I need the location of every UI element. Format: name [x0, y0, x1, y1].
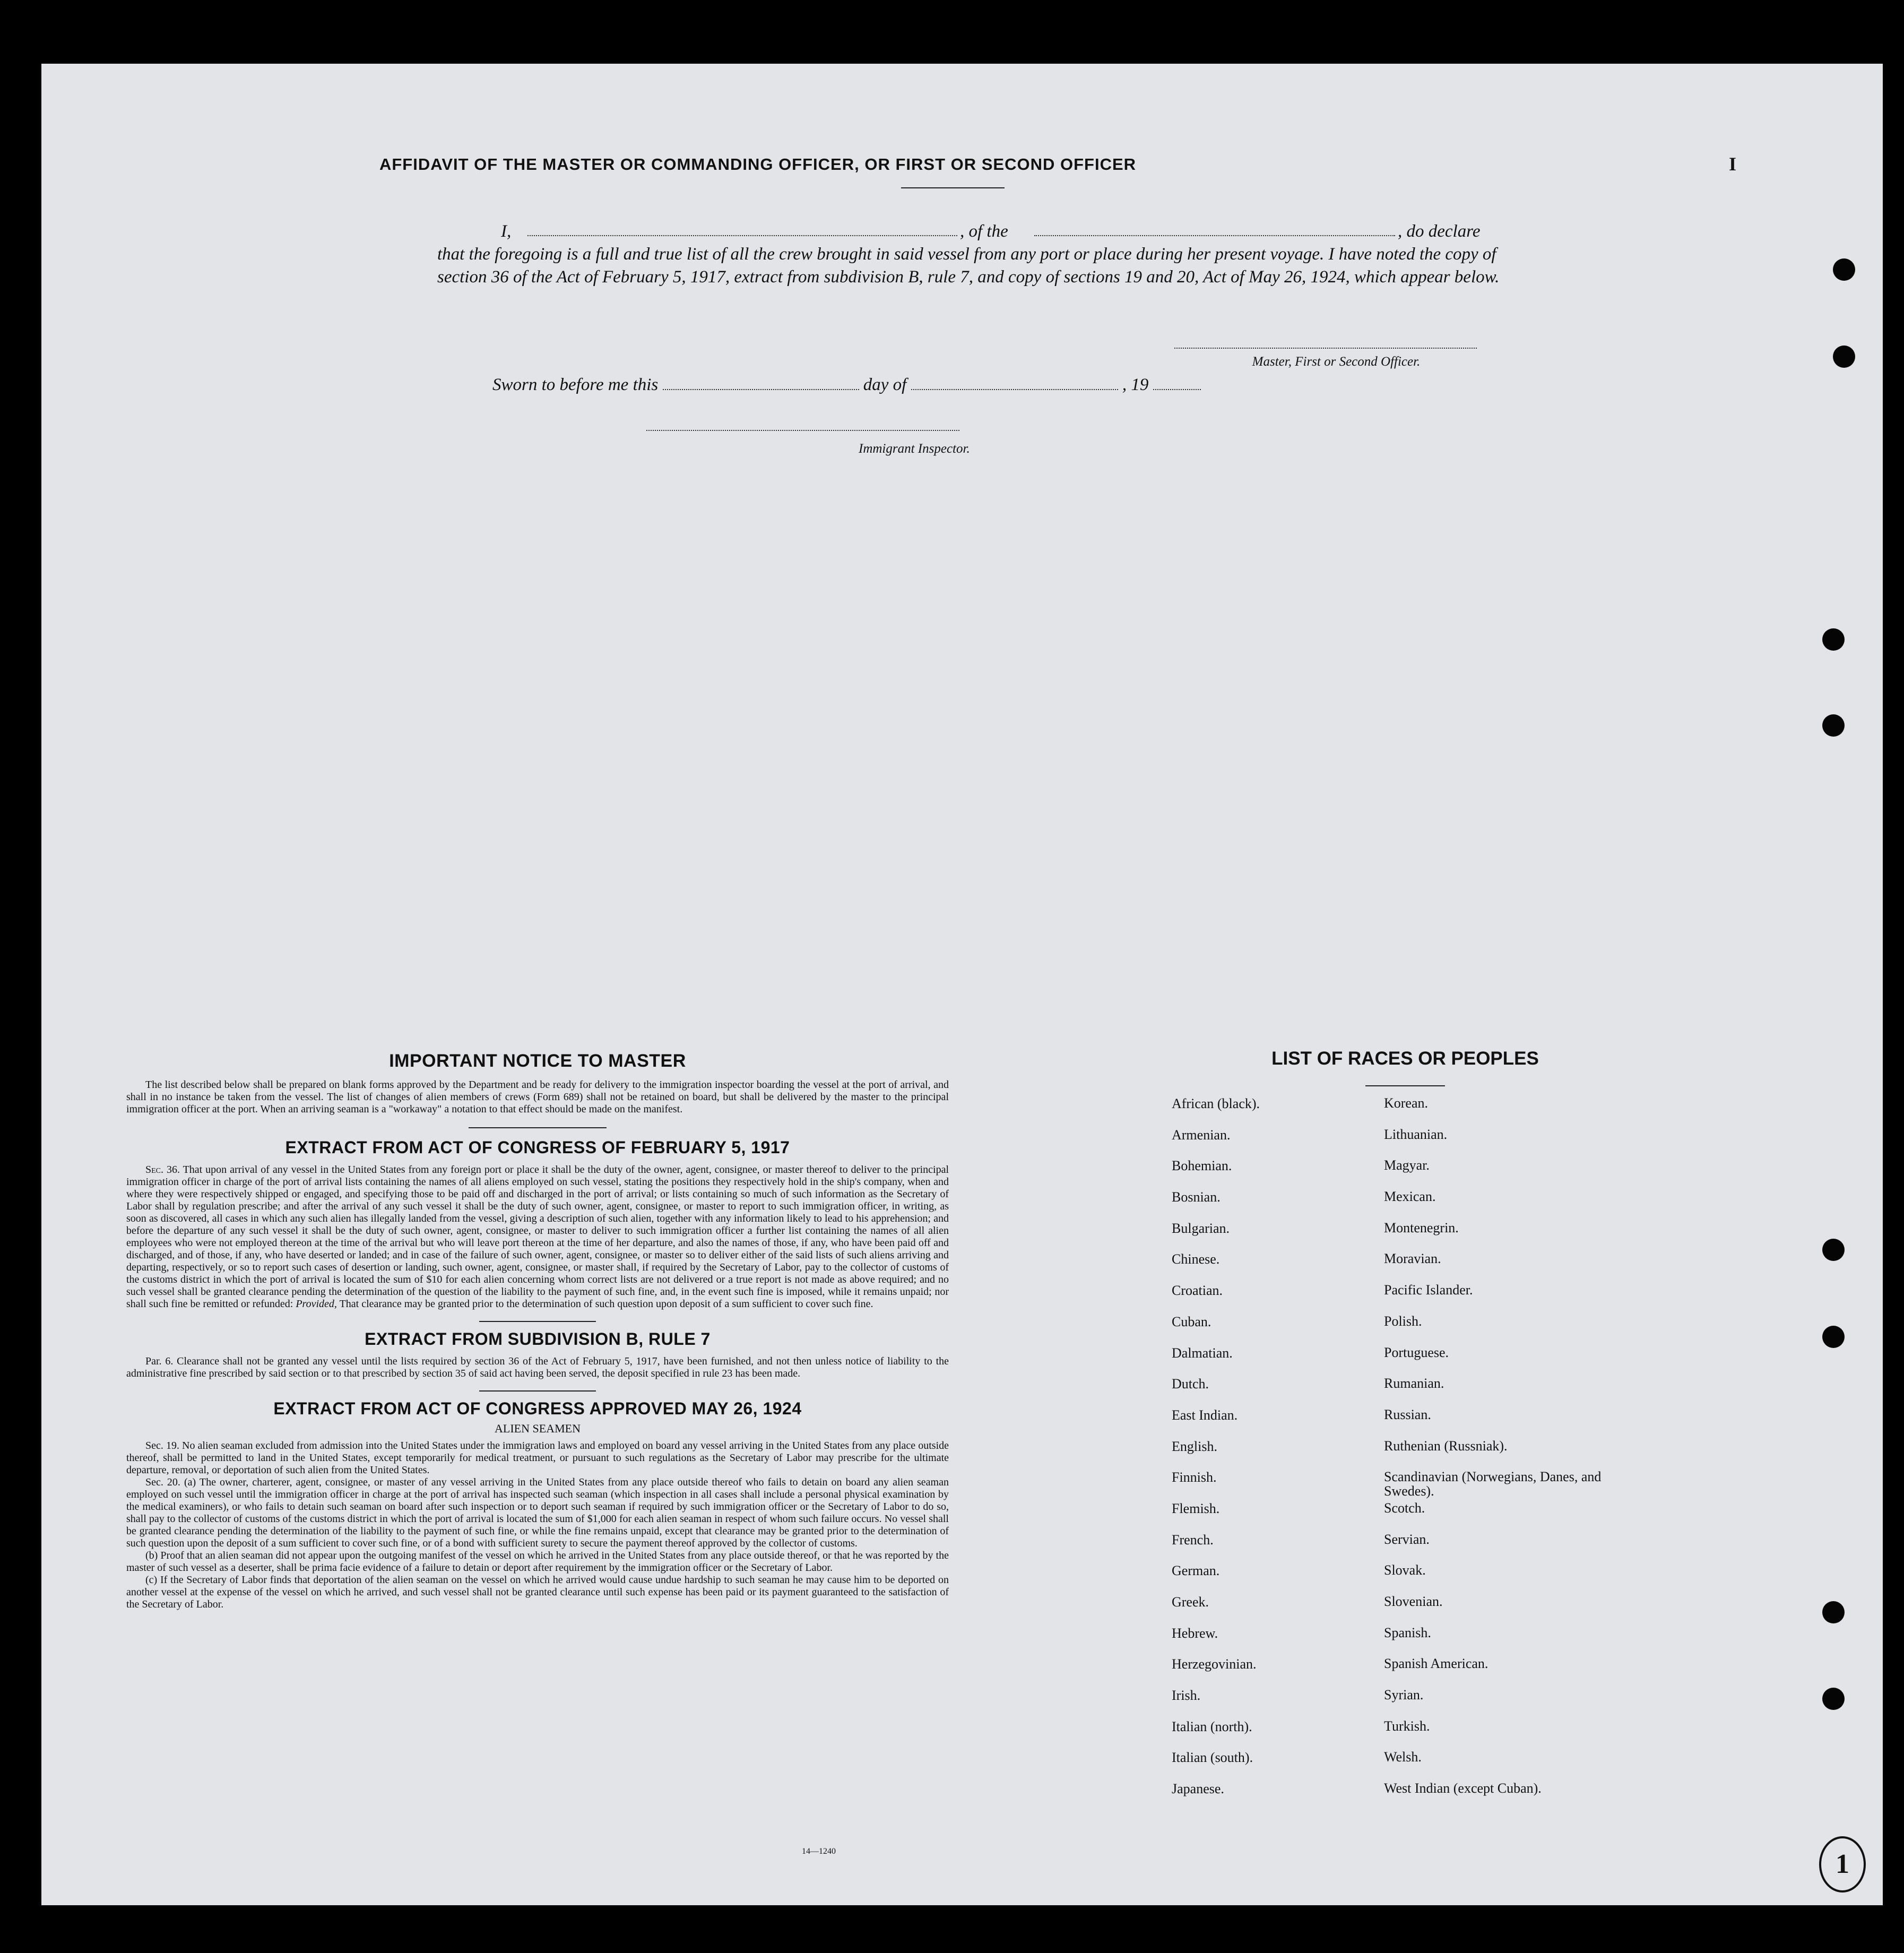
- race-right-item: Polish.: [1384, 1313, 1422, 1329]
- race-right-item: Mexican.: [1384, 1189, 1436, 1205]
- punch-hole: [1822, 1601, 1845, 1623]
- notice-text: [126, 1079, 949, 1116]
- race-left-item: Bohemian.: [1172, 1158, 1232, 1174]
- race-row: [1172, 1314, 1702, 1345]
- race-row: [1172, 1719, 1702, 1750]
- subdivision-text: [126, 1355, 949, 1380]
- sworn-year-blank[interactable]: [1153, 374, 1201, 390]
- sworn-day-of: day of: [863, 375, 907, 394]
- race-right-item: Magyar.: [1384, 1157, 1430, 1173]
- sec20b-text: (b) Proof that an alien seaman did not appear upon the outgoing manifest of the vessel on which he arrived in the United States from any place outside thereof, or that he was reported by the master of such vessel as a deserter, shall be prima facie evidence of a failure to detain or deport after requirement by the immigration officer or the Secretary of Labor.: [126, 1550, 949, 1574]
- race-row: [1172, 1688, 1702, 1719]
- punch-hole: [1822, 714, 1845, 737]
- sec19-text: Sec. 19. No alien seaman excluded from admission into the United States under the immigration laws and employed on board any vessel arriving in the United States from any place outside thereof, shall be permitted to land in the United States, except temporarily for medical treatment, or pursuant to such regulations as the Secretary of Labor may prescribe for the ultimate departure, removal, or deportation of such alien from the United States.: [126, 1440, 949, 1476]
- sworn-label: Sworn to before me this: [492, 375, 659, 394]
- race-right-item: Rumanian.: [1384, 1376, 1444, 1392]
- race-row: [1172, 1656, 1702, 1688]
- affidavit-first-line: [437, 220, 1536, 243]
- races-title: LIST OF RACES OR PEOPLES: [1271, 1048, 1539, 1069]
- sworn-line: [492, 374, 1288, 395]
- sworn-year-prefix: , 19: [1122, 375, 1149, 394]
- race-right-item: Ruthenian (Russniak).: [1384, 1438, 1508, 1454]
- race-right-item: Scotch.: [1384, 1500, 1425, 1516]
- inspector-signature-line[interactable]: [646, 430, 959, 431]
- race-row: [1172, 1594, 1702, 1626]
- master-caption: Master, First or Second Officer.: [1252, 355, 1421, 369]
- races-divider: [1365, 1085, 1445, 1086]
- notice-paragraph: The list described below shall be prepared on blank forms approved by the Department and be ready for delivery to the immigration inspector boarding the vessel at the port of arrival, and shall in no instance be taken from the vessel. The list of changes of alien members of crews (Form 689) shall not be retained on board, but shall be delivered by the master to the principal immigration officer at the port. When an arriving seaman is a "workaway" a notation to that effect should be made on the manifest.: [126, 1079, 949, 1115]
- sec20a-text: Sec. 20. (a) The owner, charterer, agent, consignee, or master of any vessel arriving in the United States from any place outside thereof who fails to detain on board any alien seaman employed on such vessel until the immigration officer in charge at the port of arrival has inspected such seaman (which inspection in all cases shall include a personal physical examination by the medical examiners), or who fails to detain such seaman on board after such inspection or to deport such seaman if required by such immigration officer or the Secretary of Labor to do so, shall pay to the collector of customs of the customs district in which the port of arrival is located the sum of $1,000 for each alien seaman in respect of whom such failure occurs. No vessel shall be granted clearance pending the determination of the liability to the payment of such fine, or while the fine remains unpaid, except that clearance may be granted prior to the determination of such question upon the deposit of a sum sufficient to cover such fine, or of a bond with sufficient surety to secure the payment thereof approved by the collector of customs.: [126, 1476, 949, 1549]
- proviso-text: That clearance may be granted prior to the determination of such question upon deposit of a sum sufficient to cover such fine.: [339, 1298, 873, 1310]
- race-right-item: Montenegrin.: [1384, 1220, 1459, 1235]
- extract-1924-title: EXTRACT FROM ACT OF CONGRESS APPROVED MAY 26, 1924: [273, 1399, 802, 1418]
- race-row: [1172, 1096, 1702, 1127]
- race-row: [1172, 1626, 1702, 1657]
- form-number: 14—1240: [802, 1847, 836, 1856]
- sec36-text: That upon arrival of any vessel in the United States from any foreign port or place it shall be the duty of the owner, agent, consignee, or master thereof to deliver to the principal immigration officer in charge of the port of arrival lists containing the names of all aliens employed on such vessel, stating the positions they respectively hold in the ship's company, when and where they were respectively shipped or engaged, and specifying those to be paid off and discharged in the port of arrival; or lists containing so much of such information as the Secretary of Labor shall by regulation prescribe; and after the arrival of any such vessel it shall be the duty of such owner, agent, consignee, or master to report to such immigration officer, in writing, as soon as discovered, all cases in which any such alien has illegally landed from the vessel, giving a description of such alien, together with any information likely to lead to his apprehension; and before the departure of any such vessel it shall be the duty of such owner, agent, consignee, or master to deliver to such immigration officer a further list containing the names of all alien employees who were not employed thereon at the time of the arrival but who will leave port thereon at the time of her departure, and also the names of those, if any, who have been paid off and discharged, and of those, if any, who have deserted or landed; and in case of the failure of such owner, agent, consignee, or master so to deliver either of the said lists of such aliens arriving and departing, respectively, or so to report such cases of desertion or landing, such owner, agent, consignee, or master shall, if required by the Secretary of Labor, pay to the collector of customs of the customs district in which the port of arrival is located the sum of $10 for each alien concerning whom correct lists are not delivered or a true report is not made as above required; and no such vessel shall be granted clearance pending the determination of the question of the liability to the payment of such fine, and, in the event such fine is imposed, while it remains unpaid; nor shall such fine be remitted or refunded:: [126, 1164, 949, 1310]
- race-left-item: French.: [1172, 1532, 1214, 1548]
- race-row: [1172, 1221, 1702, 1252]
- race-left-item: Herzegovinian.: [1172, 1656, 1257, 1672]
- sworn-day-blank[interactable]: [663, 374, 859, 390]
- extract-1917-text: [126, 1164, 949, 1310]
- race-right-item: Pacific Islander.: [1384, 1282, 1473, 1298]
- race-right-item: Portuguese.: [1384, 1344, 1449, 1360]
- race-right-item: Lithuanian.: [1384, 1126, 1448, 1142]
- inspector-caption: Immigrant Inspector.: [859, 442, 970, 456]
- affidavit-of-the: , of the: [960, 222, 1008, 241]
- race-left-item: East Indian.: [1172, 1407, 1238, 1423]
- race-left-item: Hebrew.: [1172, 1625, 1218, 1641]
- race-left-item: African (black).: [1172, 1096, 1260, 1111]
- race-right-item: West Indian (except Cuban).: [1384, 1781, 1542, 1796]
- race-row: [1172, 1376, 1702, 1407]
- punch-hole: [1822, 1688, 1845, 1710]
- race-row: [1172, 1563, 1702, 1594]
- race-row: [1172, 1189, 1702, 1221]
- notice-divider: [469, 1127, 607, 1128]
- race-left-item: Dutch.: [1172, 1376, 1209, 1392]
- race-left-item: English.: [1172, 1438, 1217, 1454]
- proviso-label: Provided,: [296, 1298, 337, 1310]
- race-row: [1172, 1158, 1702, 1189]
- race-right-item: Korean.: [1384, 1095, 1429, 1111]
- race-right-item: Turkish.: [1384, 1718, 1430, 1734]
- punch-hole: [1833, 258, 1855, 281]
- vessel-blank[interactable]: [1034, 220, 1395, 236]
- race-row: [1172, 1251, 1702, 1283]
- corner-mark: I: [1729, 153, 1737, 175]
- race-left-item: Bulgarian.: [1172, 1220, 1230, 1236]
- subdivision-divider: [479, 1390, 596, 1392]
- race-row: [1172, 1750, 1702, 1781]
- document-sheet: [41, 64, 1883, 1905]
- affidavit-do-declare: , do declare: [1398, 222, 1481, 241]
- race-right-item: Syrian.: [1384, 1687, 1424, 1703]
- race-right-item: Scandinavian (Norwegians, Danes, and Swedes).: [1384, 1469, 1602, 1499]
- affidavit-i: I,: [501, 222, 512, 241]
- name-blank[interactable]: [527, 220, 957, 236]
- race-left-item: Armenian.: [1172, 1127, 1231, 1143]
- alien-seamen-subtitle: ALIEN SEAMEN: [495, 1422, 581, 1435]
- affidavit-body: [437, 220, 1536, 289]
- sec20c-text: (c) If the Secretary of Labor finds that deportation of the alien seaman on the vessel on which he arrived would cause undue hardship to such seaman he may cause him to be deported on another vessel at the expense of the vessel on which he arrived, and such vessel shall not be granted clearance until such expense has been paid or its payment guaranteed to the satisfaction of the Secretary of Labor.: [126, 1574, 949, 1610]
- race-row: [1172, 1127, 1702, 1159]
- subdivision-paragraph: Par. 6. Clearance shall not be granted any vessel until the lists required by section 36 of the Act of February 5, 1917, have been furnished, and not then unless notice of liability to the administrative fine prescribed by said section or to that prescribed by section 35 of said act having been served, the deposit specified in rule 23 has been made.: [126, 1355, 949, 1379]
- race-right-item: Moravian.: [1384, 1251, 1441, 1267]
- race-right-item: Slovak.: [1384, 1562, 1426, 1578]
- race-left-item: Japanese.: [1172, 1781, 1224, 1797]
- affidavit-title: AFFIDAVIT OF THE MASTER OR COMMANDING OFFICER, OR FIRST OR SECOND OFFICER: [379, 155, 1137, 174]
- race-right-item: Spanish.: [1384, 1624, 1431, 1640]
- punch-hole: [1822, 1239, 1845, 1261]
- race-row: [1172, 1283, 1702, 1314]
- race-row: [1172, 1407, 1702, 1439]
- race-right-item: Servian.: [1384, 1531, 1430, 1547]
- race-row: [1172, 1439, 1702, 1470]
- punch-hole: [1833, 345, 1855, 368]
- race-right-item: Slovenian.: [1384, 1594, 1443, 1609]
- notices-column: [126, 1051, 949, 1611]
- race-left-item: Irish.: [1172, 1688, 1201, 1704]
- punch-hole: [1822, 628, 1845, 651]
- race-left-item: Flemish.: [1172, 1500, 1220, 1516]
- race-row: [1172, 1532, 1702, 1563]
- race-left-item: Greek.: [1172, 1594, 1209, 1610]
- page-number: 1: [1819, 1836, 1866, 1892]
- race-row: [1172, 1781, 1702, 1812]
- subdivision-title: EXTRACT FROM SUBDIVISION B, RULE 7: [365, 1329, 711, 1349]
- sec36-label: Sec. 36.: [145, 1164, 180, 1176]
- race-left-item: Bosnian.: [1172, 1189, 1221, 1205]
- race-left-item: Cuban.: [1172, 1313, 1211, 1329]
- race-right-item: Russian.: [1384, 1406, 1431, 1422]
- race-left-item: Finnish.: [1172, 1470, 1217, 1485]
- race-row: [1172, 1345, 1702, 1377]
- sworn-month-blank[interactable]: [911, 374, 1118, 390]
- punch-hole: [1822, 1326, 1845, 1348]
- race-right-item: Spanish American.: [1384, 1656, 1488, 1672]
- extract-1917-title: EXTRACT FROM ACT OF CONGRESS OF FEBRUARY 5, 1917: [285, 1138, 790, 1157]
- race-left-item: Chinese.: [1172, 1251, 1220, 1267]
- master-signature-line[interactable]: [1174, 348, 1477, 349]
- notice-title: IMPORTANT NOTICE TO MASTER: [389, 1051, 686, 1071]
- race-right-item: Welsh.: [1384, 1749, 1422, 1765]
- race-left-item: Croatian.: [1172, 1283, 1223, 1299]
- affidavit-text: that the foregoing is a full and true list of all the crew brought in said vessel from any port or place during her present voyage. I have noted the copy of section 36 of the Act of February 5, 1917, extract from subdivision B, rule 7, and copy of sections 19 and 20, Act of May 26, 1924, which appear below.: [437, 245, 1500, 287]
- extract-1917-divider: [479, 1321, 596, 1322]
- race-left-item: German.: [1172, 1563, 1220, 1579]
- race-left-item: Dalmatian.: [1172, 1345, 1233, 1361]
- race-row: [1172, 1470, 1702, 1501]
- title-divider: [901, 187, 1005, 188]
- race-left-item: Italian (north).: [1172, 1718, 1252, 1734]
- race-left-item: Italian (south).: [1172, 1750, 1253, 1766]
- extract-1924-text: [126, 1440, 949, 1611]
- race-row: [1172, 1501, 1702, 1532]
- races-list: [1172, 1096, 1702, 1812]
